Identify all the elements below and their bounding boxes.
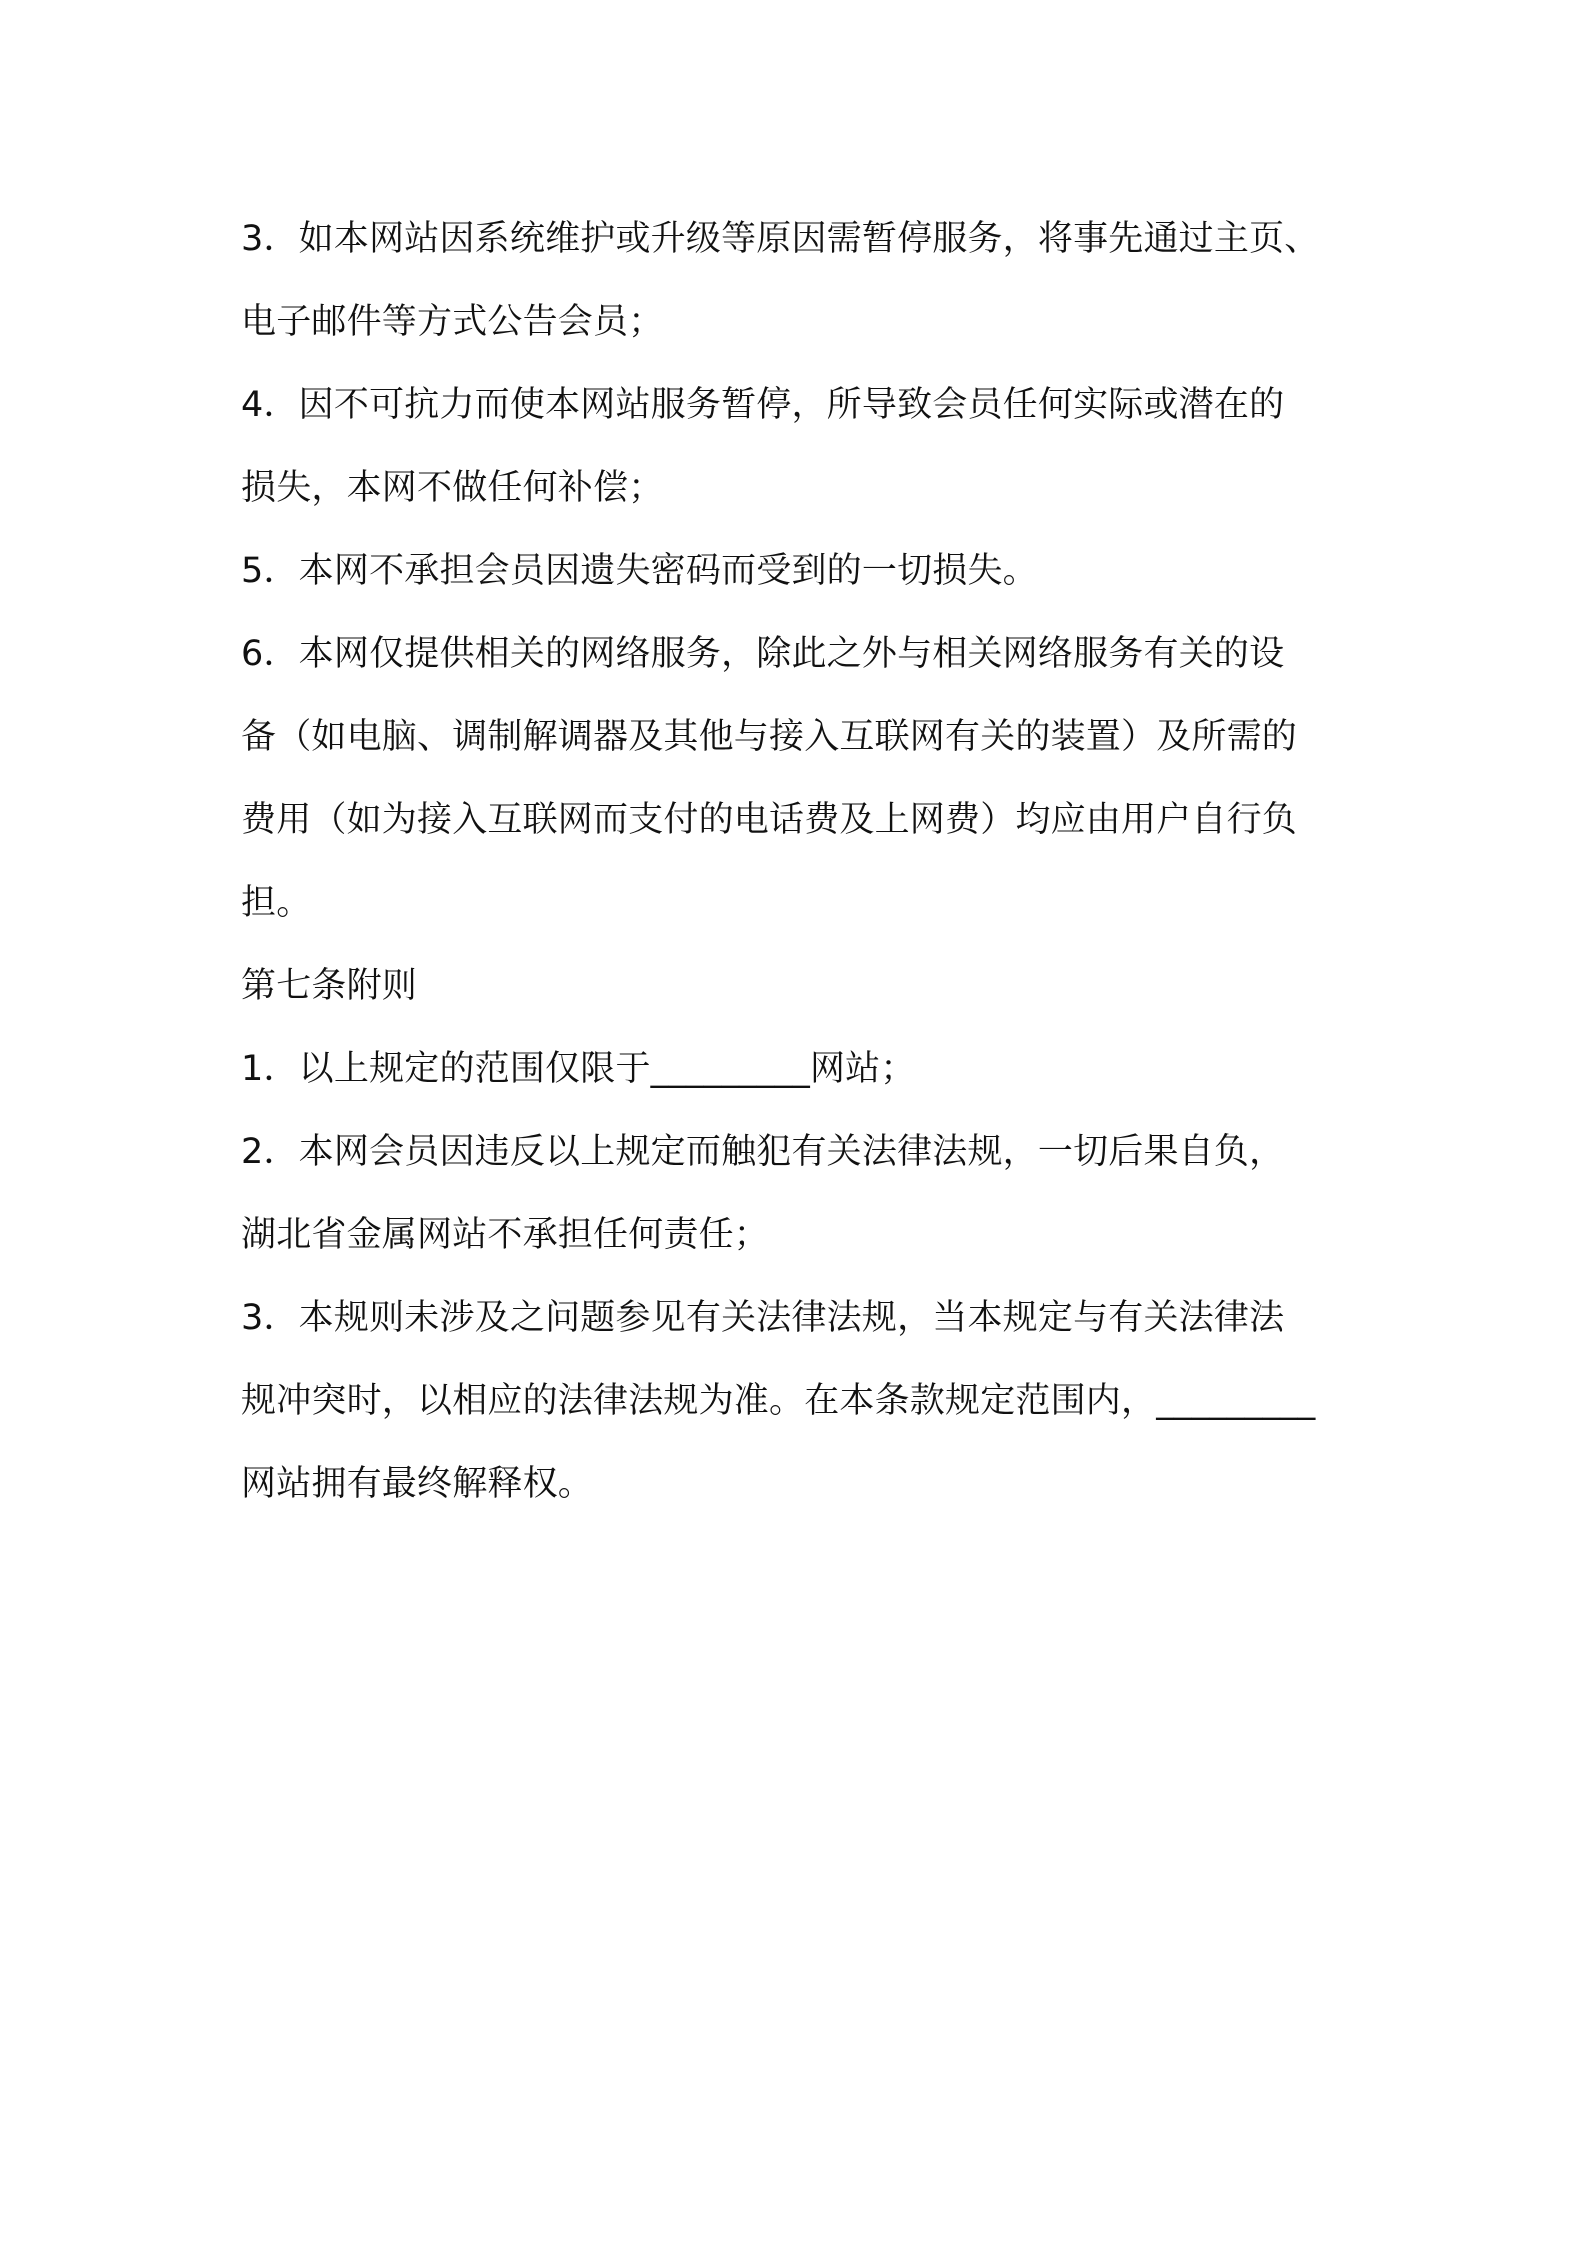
section-heading: 第七条附则 (241, 966, 418, 1006)
text-line: 3．如本网站因系统维护或升级等原因需暂停服务，将事先通过主页、 (241, 219, 1320, 259)
text-line: 5．本网不承担会员因遗失密码而受到的一切损失。 (241, 551, 1038, 591)
text-line: 备（如电脑、调制解调器及其他与接入互联网有关的装置）及所需的 (241, 717, 1298, 757)
document-body (241, 198, 1391, 1526)
text-line: 电子邮件等方式公告会员； (241, 302, 664, 342)
text-line: 湖北省金属网站不承担任何责任； (241, 1215, 770, 1255)
text-line: 6．本网仅提供相关的网络服务，除此之外与相关网络服务有关的设 (241, 634, 1285, 674)
text-line: 网站拥有最终解释权。 (241, 1464, 594, 1504)
text-line: 1．以上规定的范围仅限于_________网站； (241, 1049, 916, 1089)
text-line: 3．本规则未涉及之问题参见有关法律法规，当本规定与有关法律法 (241, 1298, 1285, 1338)
text-line: 损失，本网不做任何补偿； (241, 468, 664, 508)
text-line: 担。 (241, 883, 312, 923)
text-line: 费用（如为接入互联网而支付的电话费及上网费）均应由用户自行负 (241, 800, 1298, 840)
text-line: 4．因不可抗力而使本网站服务暂停，所导致会员任何实际或潜在的 (241, 385, 1285, 425)
text-line: 规冲突时，以相应的法律法规为准。在本条款规定范围内，_________ (241, 1381, 1316, 1421)
text-line: 2．本网会员因违反以上规定而触犯有关法律法规，一切后果自负， (241, 1132, 1285, 1172)
